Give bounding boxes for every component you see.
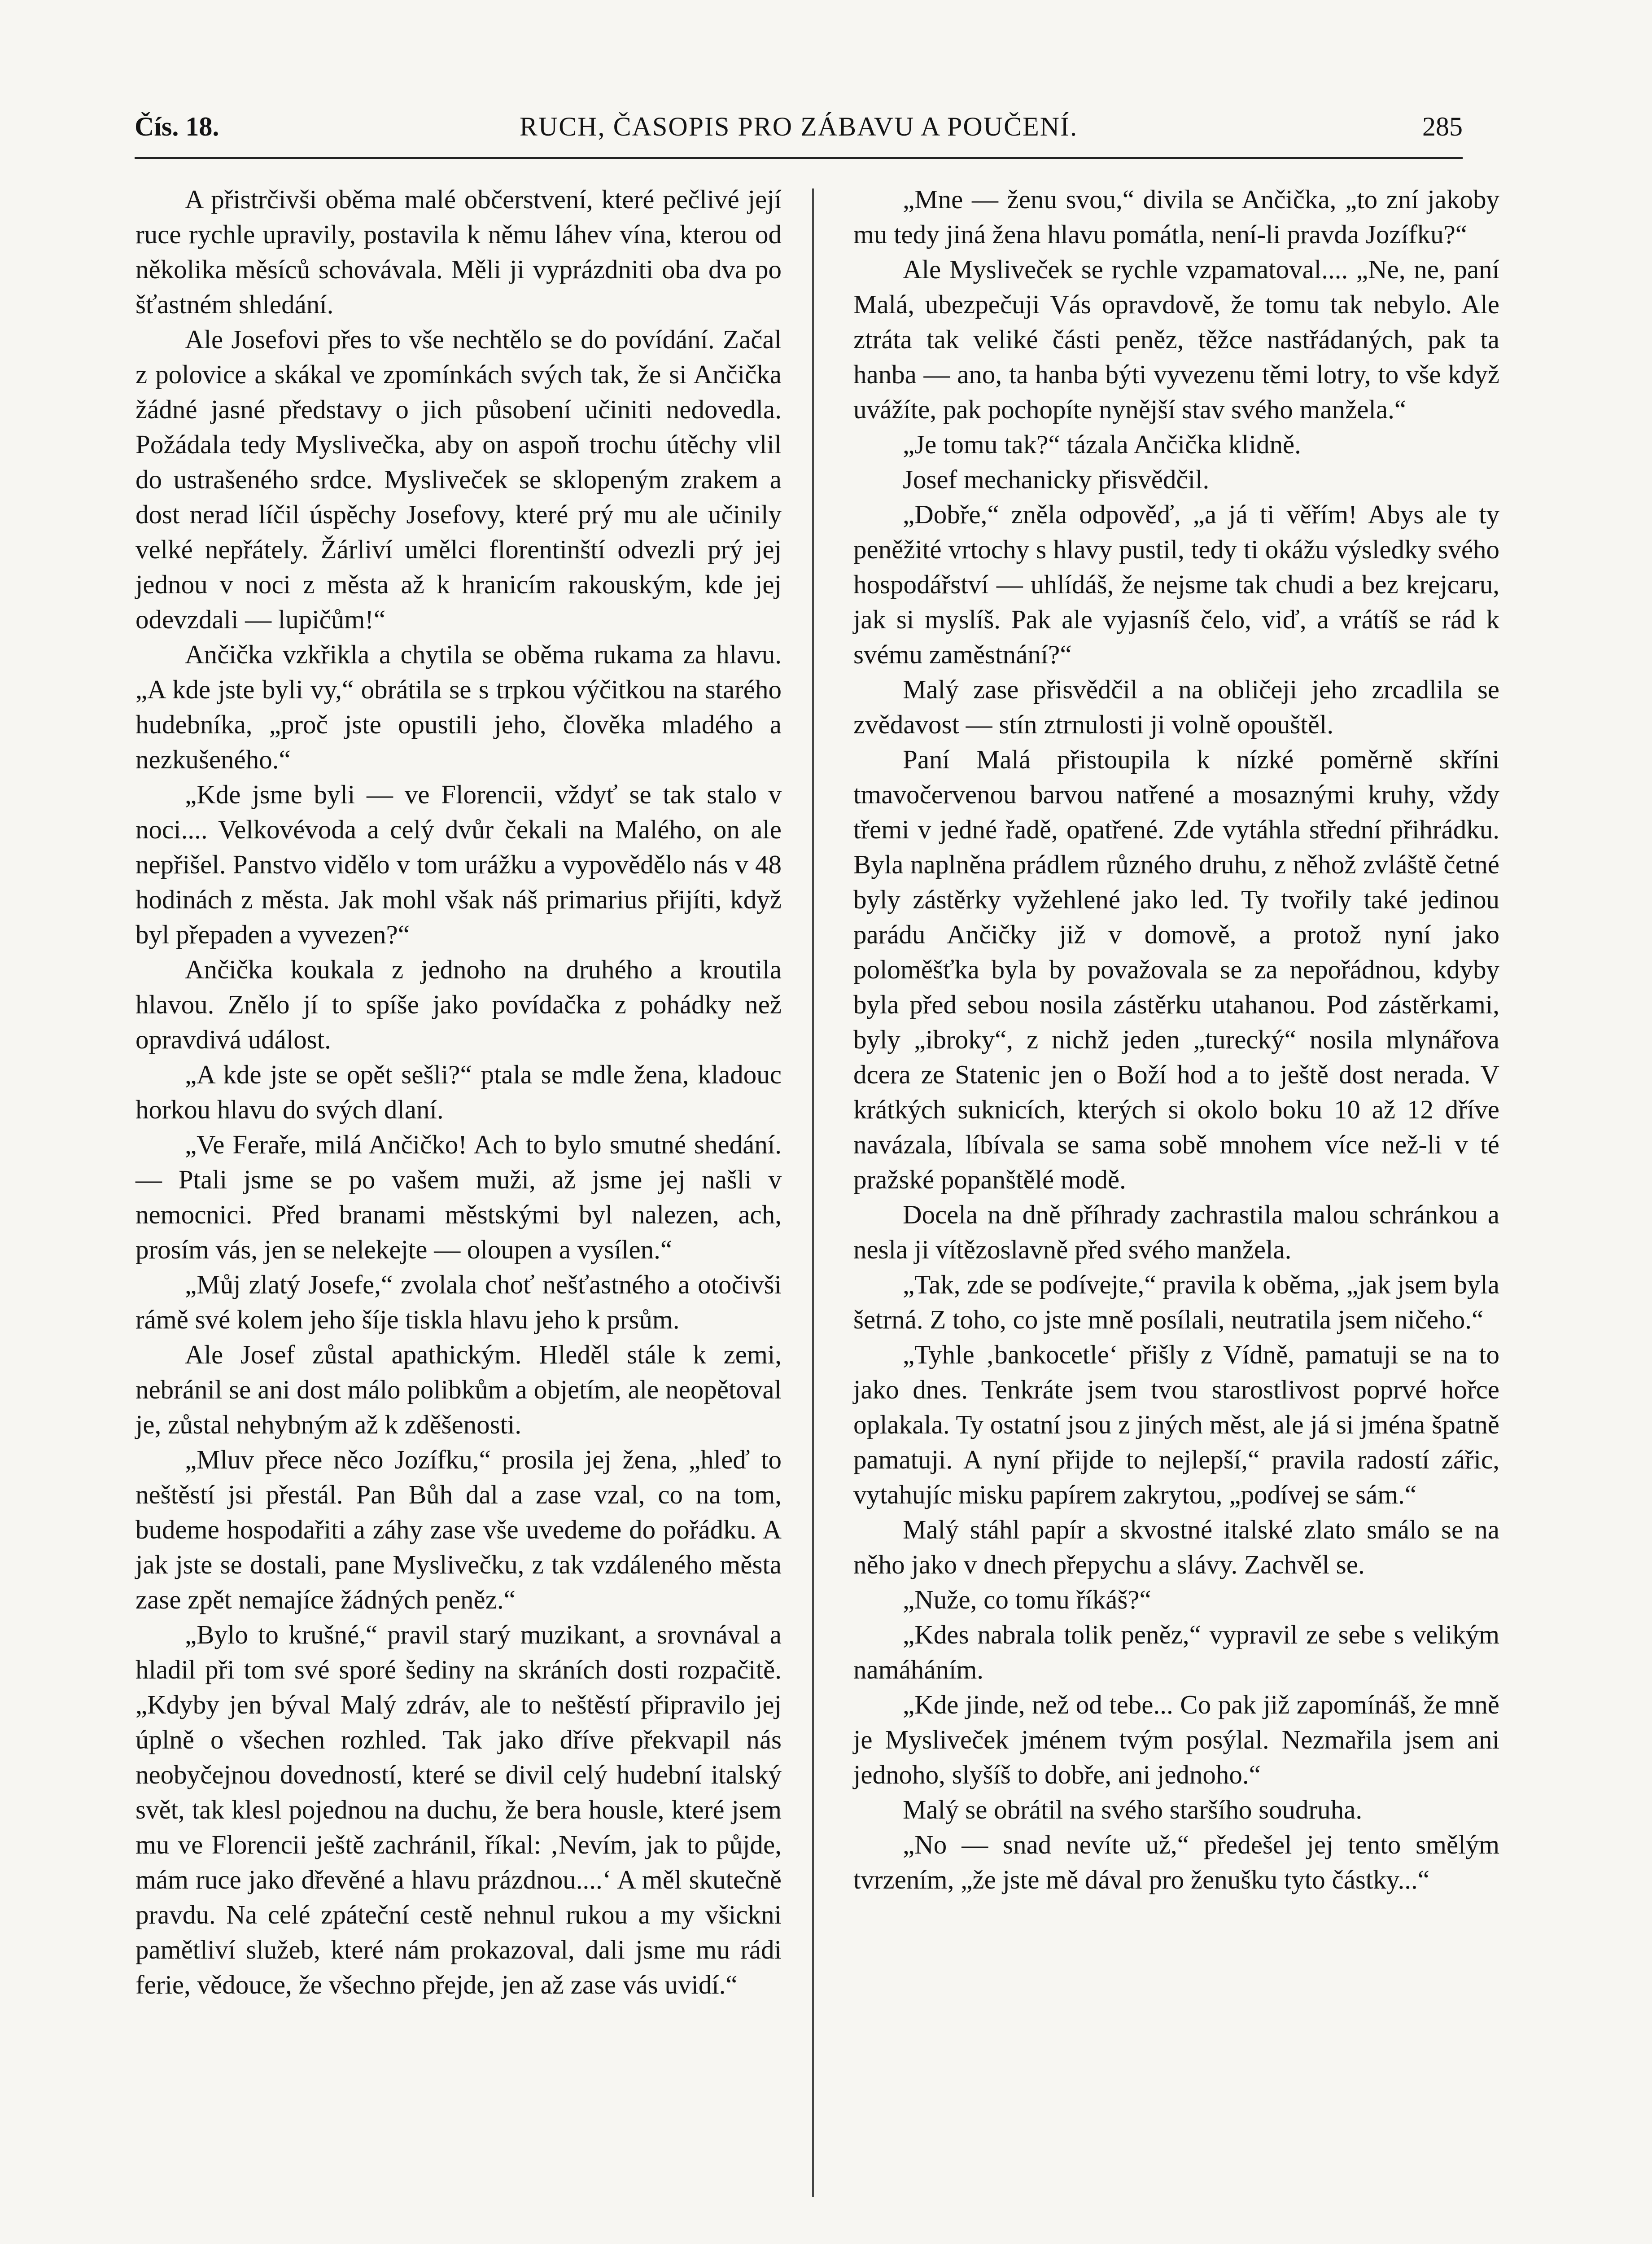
journal-title: RUCH, ČASOPIS PRO ZÁBAVU A POUČENÍ. (519, 112, 1078, 141)
paragraph: „Bylo to krušné,“ pravil starý muzikant, a srovnával a hladil při tom své sporé šediny na skráních dosti rozpačitě. „Kdyby jen býval Malý zdráv, ale to neštěstí připravilo jej úplně o všechen rozhled. Tak jako dříve překvapil nás neobyčejnou dovedností, které se divil celý hudební italský svět, tak klesl pojednou na duchu, že bera housle, které jsem mu ve Florencii ještě zachránil, říkal: ‚Nevím, jak to půjde, mám ruce jako dřevěné a hlavu prázdnou....‘ A měl skutečně pravdu. Na celé zpáteční cestě nehnul rukou a my všickni pamětliví služeb, které nám prokazoval, dali jsme mu rádi ferie, vědouce, že všechno přejde, jen až zase vás uvidí.“ (135, 1620, 782, 1999)
paragraph: „Mne — ženu svou,“ divila se Ančička, „to zní jakoby mu tedy jiná žena hlavu pomátla, není-li pravda Jozífku?“ (853, 184, 1499, 249)
paragraph: A přistrčivši oběma malé občerstvení, které pečlivé její ruce rychle upravily, postavila k němu láhev vína, kterou od několika měsíců schovávala. Měli ji vyprázdniti oba dva po šťastném shledání. (135, 184, 782, 319)
paragraph: Malý se obrátil na svého staršího soudruha. (903, 1795, 1363, 1824)
header-rule (135, 157, 1463, 159)
paragraph: Malý zase přisvědčil a na obličeji jeho zrcadlila se zvědavost — stín ztrnulosti ji volně opouštěl. (853, 675, 1499, 739)
paragraph: Ale Mysliveček se rychle vzpamatoval.... „Ne, ne, paní Malá, ubezpečuji Vás opravdově, že tomu tak nebylo. Ale ztráta tak veliké části peněz, těžce nastřádaných, pak ta hanba — ano, ta hanba býti vyvezenu těmi lotry, to vše když uvážíte, pak pochopíte nynější stav svého manžela.“ (853, 254, 1499, 424)
paragraph: „Kdes nabrala tolik peněz,“ vypravil ze sebe s velikým namáháním. (853, 1620, 1499, 1684)
page-header (135, 111, 1463, 147)
paragraph: Ančička vzkřikla a chytila se oběma rukama za hlavu. „A kde jste byli vy,“ obrátila se s trpkou výčitkou na starého hudebníka, „proč jste opustili jeho, člověka mladého a nezkušeného.“ (135, 640, 782, 774)
paragraph: „No — snad nevíte už,“ předešel jej tento smělým tvrzením, „že jste mě dával pro ženušku tyto částky...“ (853, 1830, 1499, 1894)
paragraph: „Tak, zde se podívejte,“ pravila k oběma, „jak jsem byla šetrná. Z toho, co jste mně posílali, neutratila jsem ničeho.“ (853, 1270, 1499, 1334)
paragraph: „Kde jsme byli — ve Florencii, vždyť se tak stalo v noci.... Velkovévoda a celý dvůr čekali na Malého, on ale nepřišel. Panstvo vidělo v tom urážku a vypovědělo nás v 48 hodinách z města. Jak mohl však náš primarius přijíti, když byl přepaden a vyvezen?“ (135, 780, 782, 949)
paragraph: Ale Josef zůstal apathickým. Hleděl stále k zemi, nebránil se ani dost málo polibkům a objetím, ale neopětoval je, zůstal nehybným až k zděšenosti. (135, 1340, 782, 1439)
paragraph: „Je tomu tak?“ tázala Ančička klidně. (903, 430, 1301, 459)
paragraph: „Tyhle ‚bankocetle‘ přišly z Vídně, pamatuji se na to jako dnes. Tenkráte jsem tvou starostlivost poprvé hořce oplakala. Ty ostatní jsou z jiných měst, ale já si jména špatně pamatuji. A nyní přijde to nejlepší,“ pravila radostí zářic, vytahujíc misku papírem zakrytou, „podívej se sám.“ (853, 1340, 1499, 1509)
paragraph: Ale Josefovi přes to vše nechtělo se do povídání. Začal z polovice a skákal ve zpomínkách svých tak, že si Ančička žádné jasné představy o jich působení učiniti nedovedla. Požádala tedy Myslivečka, aby on aspoň trochu útěchy vlil do ustrašeného srdce. Mysliveček se sklopeným zrakem a dost nerad líčil úspěchy Josefovy, které prý mu ale učinily velké nepřátely. Žárliví umělci florentinští odvezli prý jej jednou v noci z města až k hranicím rakouským, kde jej odevzdali — lupičům!“ (135, 324, 782, 634)
paragraph: Docela na dně příhrady zachrastila malou schránkou a nesla ji vítězoslavně před svého manžela. (853, 1200, 1499, 1264)
paragraph: Ančička koukala z jednoho na druhého a kroutila hlavou. Znělo jí to spíše jako povídačka z pohádky než opravdivá událost. (135, 955, 782, 1054)
paragraph: „Kde jinde, než od tebe... Co pak již zapomínáš, že mně je Mysliveček jménem tvým posýlal. Nezmařila jsem ani jednoho, slyšíš to dobře, ani jednoho.“ (853, 1690, 1499, 1789)
paragraph: „Dobře,“ zněla odpověď, „a já ti věřím! Abys ale ty peněžité vrtochy s hlavy pustil, tedy ti okážu výsledky svého hospodářství — uhlídáš, že nejsme tak chudi a bez krejcaru, jak si myslíš. Pak ale vyjasníš čelo, viď, a vrátíš se rád k svému zaměstnání?“ (853, 500, 1499, 669)
paragraph: Paní Malá přistoupila k nízké poměrně skříni tmavočervenou barvou natřené a mosaznými kruhy, vždy třemi v jedné řadě, opatřené. Zde vytáhla střední přihrádku. Byla naplněna prádlem různého druhu, z něhož zvláště četné byly zástěrky vyžehlené jako led. Ty tvořily také jedinou parádu Ančičky již v domově, a protož nyní jako poloměšťka byla by považovala se za nepořádnou, kdyby byla před sebou nosila zástěrku utahanou. Pod zástěrkami, byly „ibroky“, z nichž jeden „turecký“ nosila mlynářova dcera ze Statenic jen o Boží hod a to ještě dost nerada. V krátkých suknicích, kterých si okolo boku 10 až 12 dříve navázala, líbívala se sama sobě mnohem více než-li v té pražské popanštělé modě. (853, 745, 1499, 1194)
paragraph: „Můj zlatý Josefe,“ zvolala choť nešťastného a otočivši rámě své kolem jeho šíje tiskla hlavu jeho k prsům. (135, 1270, 782, 1334)
page-number: 285 (1422, 112, 1463, 141)
column-divider (812, 188, 814, 2197)
issue-number: Čís. 18. (135, 112, 219, 141)
paragraph: „Nuže, co tomu říkáš?“ (903, 1585, 1151, 1614)
paragraph: Josef mechanicky přisvědčil. (903, 465, 1210, 494)
paragraph: „A kde jste se opět sešli?“ ptala se mdle žena, kladouc horkou hlavu do svých dlaní. (135, 1060, 782, 1124)
paragraph: „Mluv přece něco Jozífku,“ prosila jej žena, „hleď to neštěstí jsi přestál. Pan Bůh dal a zase vzal, co na tom, budeme hospodařiti a záhy zase vše uvedeme do pořádku. A jak jste se dostali, pane Myslivečku, z tak vzdáleného města zase zpět nemajíce žádných peněz.“ (135, 1445, 782, 1614)
left-column (135, 182, 782, 2002)
right-column (853, 182, 1499, 1897)
paragraph: „Ve Feraře, milá Ančičko! Ach to bylo smutné shedání. — Ptali jsme se po vašem muži, až jsme jej našli v nemocnici. Před branami městskými byl nalezen, ach, prosím vás, jen se nelekejte — oloupen a vysílen.“ (135, 1130, 782, 1264)
paragraph: Malý stáhl papír a skvostné italské zlato smálo se na něho jako v dnech přepychu a slávy. Zachvěl se. (853, 1515, 1499, 1579)
